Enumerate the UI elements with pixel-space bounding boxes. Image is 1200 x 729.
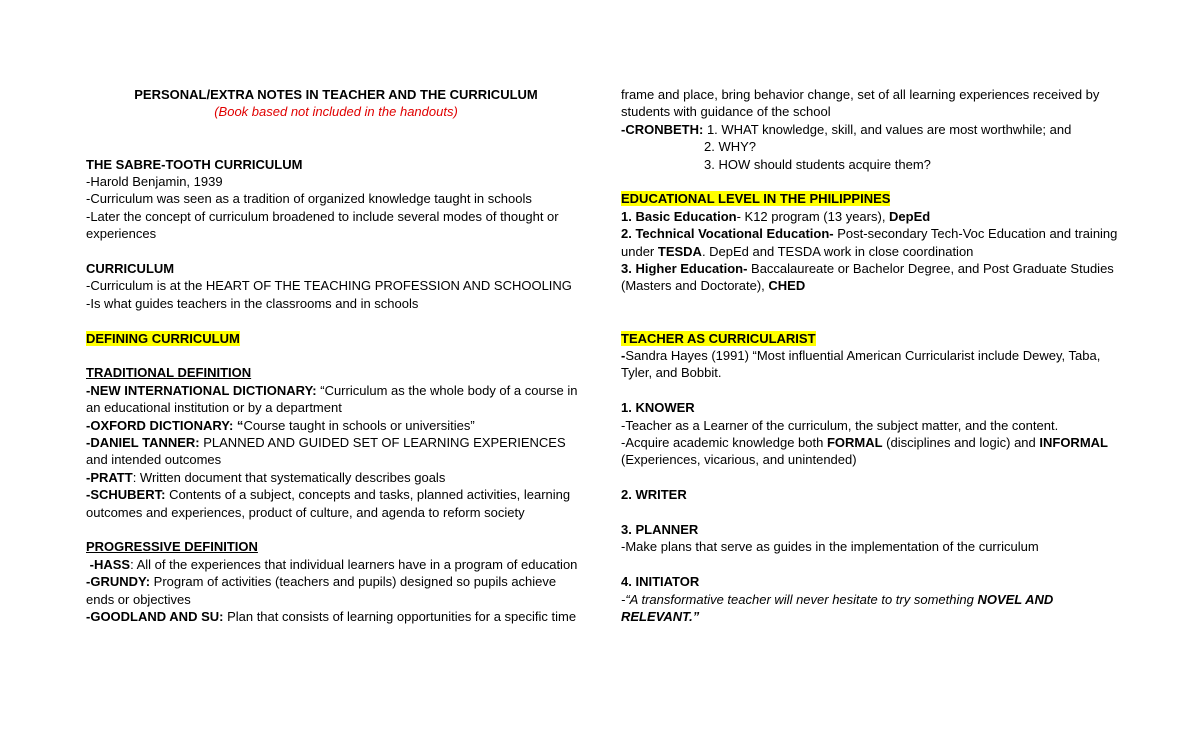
basic-term: 1. Basic Education xyxy=(621,208,737,224)
edlevel-basic xyxy=(621,208,1121,225)
knower-heading: 1. KNOWER xyxy=(621,400,695,416)
traditional-term: -SCHUBERT: xyxy=(86,487,166,503)
cronbeth-q2: 2. WHY? xyxy=(704,139,757,155)
progressive-item xyxy=(86,556,586,573)
tech-term: 2. Technical Vocational Education- xyxy=(621,226,834,242)
cronbeth-q3: 3. HOW should students acquire them? xyxy=(704,156,931,172)
basic-text: - K12 program (13 years), xyxy=(736,208,890,224)
curricularist-heading: TEACHER AS CURRICULARIST xyxy=(621,330,816,346)
initiator-heading: 4. INITIATOR xyxy=(621,574,700,590)
knower-line2 xyxy=(621,434,1121,469)
initiator-quote-b: NOVEL AND RELEVANT.” xyxy=(621,591,1054,625)
planner-line: -Make plans that serve as guides in the implementation of the curriculum xyxy=(621,539,1039,555)
sabre-heading: THE SABRE-TOOTH CURRICULUM xyxy=(86,156,303,172)
document-subtitle: (Book based not included in the handouts) xyxy=(214,104,458,120)
tech-tail: . DepEd and TESDA work in close coordination xyxy=(701,243,974,259)
informal-term: INFORMAL xyxy=(1039,435,1108,451)
cronbeth-term: -CRONBETH: xyxy=(621,121,704,137)
traditional-text: PLANNED AND GUIDED SET OF LEARNING EXPERIENCES and intended outcomes xyxy=(86,435,566,468)
initiator-quote-a: -“A transformative teacher will never hesitate to try something xyxy=(621,591,978,607)
curricularist-text: Sandra Hayes (1991) “Most influential American Curricularist include Dewey, Taba, Tyler, and Bobbit. xyxy=(621,348,1101,381)
cronbeth-line xyxy=(621,121,1121,138)
tech-agency: TESDA xyxy=(657,243,702,259)
continuation-text: frame and place, bring behavior change, set of all learning experiences received by students with guidance of the school xyxy=(621,87,1100,120)
planner-heading: 3. PLANNER xyxy=(621,522,699,538)
initiator-quote xyxy=(621,591,1121,626)
progressive-item xyxy=(86,573,586,608)
traditional-text: Course taught in schools or universities” xyxy=(243,417,475,433)
document-title: PERSONAL/EXTRA NOTES IN TEACHER AND THE CURRICULUM xyxy=(134,87,538,102)
traditional-text: Contents of a subject, concepts and tasks, planned activities, learning outcomes and experiences, product of culture, and agenda to reform society xyxy=(86,487,571,520)
traditional-heading: TRADITIONAL DEFINITION xyxy=(86,365,252,381)
basic-agency: DepEd xyxy=(889,208,931,224)
knower-line2-a: -Acquire academic knowledge both xyxy=(621,435,827,451)
edlevel-higher xyxy=(621,260,1121,295)
tech-text: Post-secondary Tech-Voc Education and training under xyxy=(621,226,1118,259)
traditional-text: : Written document that systematically describes goals xyxy=(132,469,446,485)
formal-term: FORMAL xyxy=(826,435,883,451)
sabre-line: -Curriculum was seen as a tradition of organized knowledge taught in schools xyxy=(86,191,532,207)
curriculum-line: -Curriculum is at the HEART OF THE TEACHING PROFESSION AND SCHOOLING xyxy=(86,278,572,294)
traditional-item xyxy=(86,382,586,417)
higher-agency: CHED xyxy=(768,278,806,294)
curricularist-dash: - xyxy=(621,348,626,364)
curriculum-line: -Is what guides teachers in the classrooms and in schools xyxy=(86,295,419,311)
progressive-text: Program of activities (teachers and pupils) designed so pupils achieve ends or objectives xyxy=(86,574,557,607)
traditional-text: “Curriculum as the whole body of a course in an educational institution or by a department xyxy=(86,382,578,416)
traditional-term: -DANIEL TANNER: xyxy=(86,435,200,451)
traditional-item xyxy=(86,469,586,486)
traditional-term: -OXFORD DICTIONARY: “ xyxy=(86,417,244,433)
higher-term: 3. Higher Education- xyxy=(621,261,748,277)
progressive-term: -HASS xyxy=(86,556,131,572)
progressive-term: -GRUNDY: xyxy=(86,574,151,590)
knower-line1: -Teacher as a Learner of the curriculum, the subject matter, and the content. xyxy=(621,417,1059,433)
traditional-term: -NEW INTERNATIONAL DICTIONARY: xyxy=(86,382,317,398)
cronbeth-q1: 1. WHAT knowledge, skill, and values are most worthwhile; and xyxy=(703,121,1072,137)
knower-line2-b: (disciplines and logic) and xyxy=(882,435,1040,451)
traditional-term: -PRATT xyxy=(86,469,133,485)
progressive-text: Plan that consists of learning opportunities for a specific time xyxy=(223,609,577,625)
progressive-text: : All of the experiences that individual learners have in a program of education xyxy=(130,556,578,572)
curricularist-intro xyxy=(621,347,1121,382)
sabre-line: -Harold Benjamin, 1939 xyxy=(86,174,223,190)
progressive-item xyxy=(86,608,586,625)
knower-line2-c: (Experiences, vicarious, and unintended) xyxy=(621,452,857,468)
curriculum-heading: CURRICULUM xyxy=(86,261,175,277)
higher-text: Baccalaureate or Bachelor Degree, and Post Graduate Studies (Masters and Doctorate), xyxy=(621,261,1114,294)
writer-heading: 2. WRITER xyxy=(621,487,687,503)
traditional-item xyxy=(86,434,586,469)
traditional-item xyxy=(86,417,586,434)
defining-curriculum-heading: DEFINING CURRICULUM xyxy=(86,330,240,346)
sabre-line: -Later the concept of curriculum broadened to include several modes of thought or experiences xyxy=(86,208,559,242)
edlevel-heading: EDUCATIONAL LEVEL IN THE PHILIPPINES xyxy=(621,191,891,207)
progressive-heading: PROGRESSIVE DEFINITION xyxy=(86,539,258,555)
edlevel-tech xyxy=(621,225,1121,260)
left-column xyxy=(86,86,586,626)
traditional-item xyxy=(86,486,586,521)
right-column xyxy=(621,86,1121,626)
progressive-term: -GOODLAND AND SU: xyxy=(86,609,224,625)
